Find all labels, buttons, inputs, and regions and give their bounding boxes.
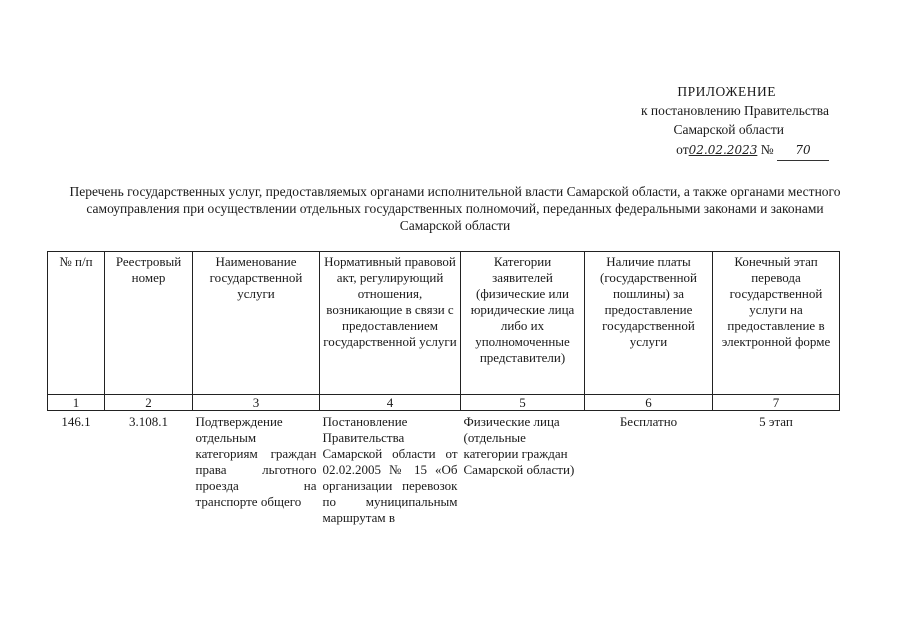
fee-status: Бесплатно (619, 414, 678, 429)
header-cell: Реестровый номер (105, 252, 193, 395)
applicant-category: Физические лица (отдельные категории граждан Самарской области) (463, 414, 575, 477)
appendix-region-line: Самарской области (673, 122, 784, 137)
service-name: Подтверждение отдельным категориям граждан права льготного проезда на транспорте общего (195, 414, 317, 509)
header-cell: № п/п (48, 252, 105, 395)
table-row (48, 411, 840, 527)
header-cell: Наличие платы (государственной пошлины) за предоставление государственной услуги (585, 252, 713, 395)
appendix-block (569, 82, 829, 161)
column-number: 5 (461, 395, 585, 411)
column-number: 1 (48, 395, 105, 411)
header-cell: Категории заявителей (физические или юридические лица либо их уполномоченные представители) (461, 252, 585, 395)
row-index: 146.1 (61, 414, 91, 429)
column-number: 3 (193, 395, 320, 411)
electronic-stage: 5 этап (759, 414, 793, 429)
column-number: 4 (320, 395, 461, 411)
from-label: от (676, 142, 689, 157)
appendix-resolution-line: к постановлению Правительства (640, 103, 829, 118)
header-cell: Наименование государственной услуги (193, 252, 320, 395)
header-cell: Конечный этап перевода государственной услуги на предоставление в электронной форме (713, 252, 840, 395)
header-cell: Нормативный правовой акт, регулирующий отношения, возникающие в связи с предоставлением государственной услуги (320, 252, 461, 395)
number-label: № (760, 142, 774, 157)
appendix-date-number-line (569, 140, 829, 161)
resolution-date: 02.02.2023 (688, 143, 758, 157)
column-number: 2 (105, 395, 193, 411)
services-table (47, 251, 840, 526)
column-number: 6 (585, 395, 713, 411)
document-title: Перечень государственных услуг, предоставляемых органами исполнительной власти Самарской области, а также органами местного самоуправления при осуществлении отдельных государственных полномочий, переданных федеральными законами и законами Самарской области (69, 184, 841, 233)
table-header-row (48, 252, 840, 395)
column-number: 7 (713, 395, 840, 411)
column-number-row (48, 395, 840, 411)
legal-act: Постановление Правительства Самарской области от 02.02.2005 № 15 «Об организации перевозок по муниципальным маршрутам в (322, 414, 458, 525)
resolution-number: 70 (777, 141, 829, 161)
registry-number: 3.108.1 (129, 414, 168, 429)
appendix-heading: ПРИЛОЖЕНИЕ (677, 84, 776, 99)
